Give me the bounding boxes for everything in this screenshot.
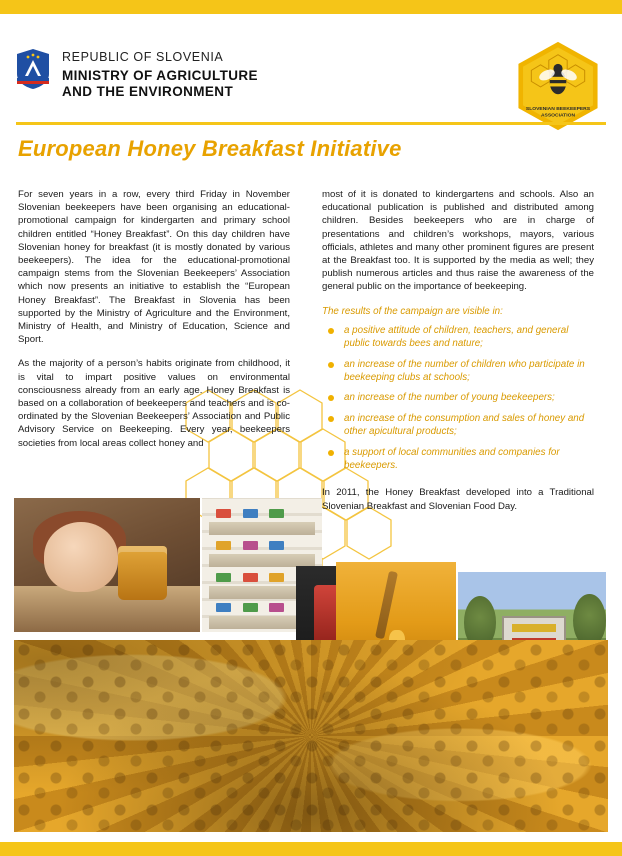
results-list [322,324,594,473]
photo-classroom-shelves [202,498,322,632]
header-divider [16,122,606,125]
bottom-accent-band [0,842,622,856]
ministry-line-2: AND THE ENVIRONMENT [62,84,234,99]
left-paragraph-1: For seven years in a row, every third Friday in November Slovenian beekeepers have been organising an educational-promotional campaign for kindergarten and primary school children entitled “Honey Breakfast”. On this day children have Slovenian honey for breakfast (it is mostly donated by various beekeepers). The idea for the educational-promotional campaign stems from the Slovenian Beekeepers’ Association which now presents an initiative to establish the “European Honey Breakfast”. The Breakfast in Slovenia has been supported by the Ministry of Agriculture and the Environment, Ministry of Health, and Ministry of Education, Science and Sport. [18,189,290,346]
slovenian-beekeepers-association-logo [512,40,604,132]
photo-bees-on-honeycomb [14,640,608,832]
photo-beehive-in-orchard [458,572,606,682]
results-heading: The results of the campaign are visible in: [322,305,503,317]
top-accent-band [0,0,622,14]
result-item: a support of local communities and companies for beekeepers. [322,446,594,473]
result-item: an increase of the consumption and sales of honey and other apicultural products; [322,412,594,439]
document-header [0,14,622,118]
page-title: European Honey Breakfast Initiative [18,136,402,161]
result-item: an increase of the number of young beekeepers; [322,391,594,404]
closing-paragraph: In 2011, the Honey Breakfast developed into a Traditional Slovenian Breakfast and Slovenian Food Day. [322,487,594,512]
photo-tea-glass [296,566,376,672]
right-text-column [322,188,594,513]
result-item: a positive attitude of children, teachers, and general public towards bees and nature; [322,324,594,351]
slovenia-coat-of-arms-icon [16,48,50,90]
logo-text-bottom: ASSOCIATION [540,113,576,119]
left-text-column [18,188,290,461]
result-item: an increase of the number of children who participate in beekeeping clubs at schools; [322,358,594,385]
logo-text-top: SLOVENIAN BEEKEEPERS [525,106,591,112]
right-paragraph-1: most of it is donated to kindergartens and schools. Also an educational publication is published and distributed among children. Besides beekeepers who are in charge of presentations and children’s workshops, mayors, various officials, athletes and many other prominent figures are present at the Breakfast too. It is supported by the media as well; they publish numerous articles and thus raise the awareness of the general public on the importance of beekeeping. [322,189,594,293]
photo-honey-dipper [336,562,456,672]
left-paragraph-2: As the majority of a person’s habits originate from childhood, it is vital to impart positive values on environmental consciousness already from an early age. Honey Breakfast is based on a collaboration of beekeepers and teachers and is co-ordinated by the Slovenian Beekeepers’ Association and Public Advisory Service on Beekeeping. Every year, beekeepers societies from local areas collect honey and [18,358,290,449]
ministry-title-block [62,50,258,100]
country-label: REPUBLIC OF SLOVENIA [62,50,224,64]
ministry-line-1: MINISTRY OF AGRICULTURE [62,68,258,83]
photo-girl-eating-honey-bread [14,498,200,632]
